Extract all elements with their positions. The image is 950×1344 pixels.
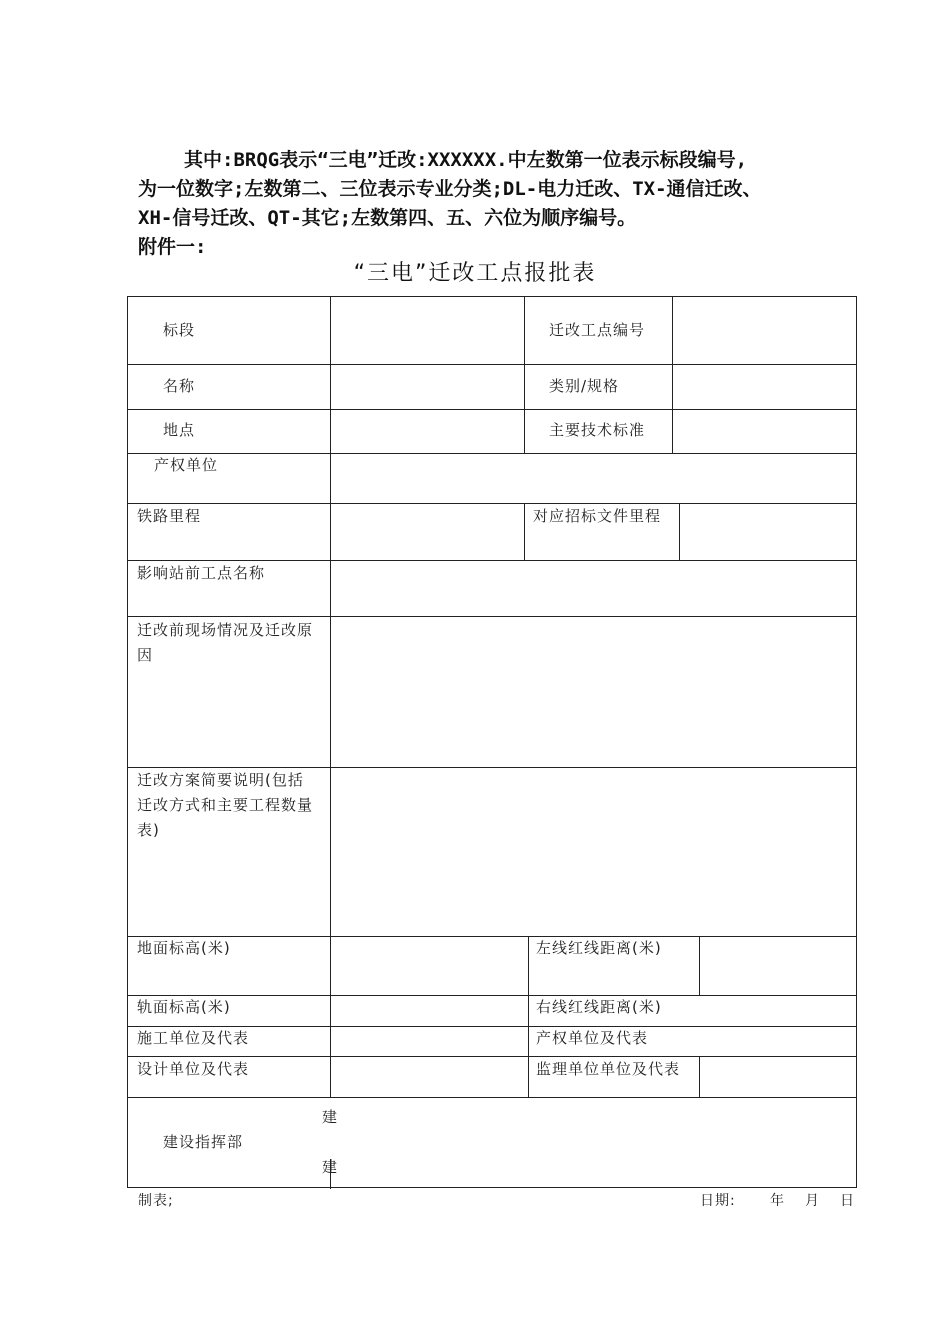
date-year: 年 [770, 1193, 785, 1209]
seal-mark-2: 建 [322, 1158, 339, 1176]
label-supervisor: 监理单位单位及代表 [536, 1060, 681, 1078]
attachment-heading: 附件一: [138, 236, 207, 258]
label-reason [137, 618, 329, 668]
label-reason-line-1: 迁改前现场情况及迁改原 [137, 621, 314, 639]
intro-line-1: 其中:BRQG表示“三电”迁改:XXXXXX.中左数第一位表示标段编号, [184, 149, 748, 171]
label-tender-mileage: 对应招标文件里程 [533, 507, 662, 525]
approval-form-table [127, 296, 857, 1188]
label-affected-site: 影响站前工点名称 [137, 564, 266, 582]
intro-line-3: XH-信号迁改、QT-其它;左数第四、五、六位为顺序编号。 [138, 207, 637, 229]
label-name: 名称 [163, 377, 196, 395]
label-category: 类别/规格 [549, 377, 620, 395]
label-rail-elevation: 轨面标高(米) [137, 998, 231, 1016]
made-by-label: 制表; [138, 1193, 174, 1209]
form-title: “三电”迁改工点报批表 [353, 261, 597, 286]
label-site-number: 迁改工点编号 [549, 321, 646, 339]
seal-mark-1: 建 [322, 1108, 339, 1126]
label-ground-elevation: 地面标高(米) [137, 939, 231, 957]
label-plan-line-3: 表) [137, 821, 160, 839]
label-right-red-line: 右线红线距离(米) [536, 998, 662, 1016]
label-tech-standard: 主要技术标准 [549, 421, 646, 439]
label-plan-line-1: 迁改方案简要说明(包括 [137, 771, 304, 789]
label-owner: 产权单位 [154, 456, 219, 474]
date-month: 月 [805, 1193, 820, 1209]
label-command: 建设指挥部 [163, 1133, 244, 1151]
intro-paragraph [138, 146, 898, 262]
label-plan [137, 768, 329, 843]
label-owner-rep: 产权单位及代表 [536, 1029, 649, 1047]
label-left-red-line: 左线红线距离(米) [536, 939, 662, 957]
label-designer: 设计单位及代表 [137, 1060, 250, 1078]
intro-line-2: 为一位数字;左数第二、三位表示专业分类;DL-电力迁改、TX-通信迁改、 [138, 178, 762, 200]
label-plan-line-2: 迁改方式和主要工程数量 [137, 796, 314, 814]
label-railway-mileage: 铁路里程 [137, 507, 202, 525]
label-location: 地点 [163, 421, 196, 439]
date-day: 日 [840, 1193, 855, 1209]
label-reason-line-2: 因 [137, 646, 154, 664]
label-contractor: 施工单位及代表 [137, 1029, 250, 1047]
date-label: 日期: [700, 1193, 736, 1209]
label-section: 标段 [163, 321, 196, 339]
